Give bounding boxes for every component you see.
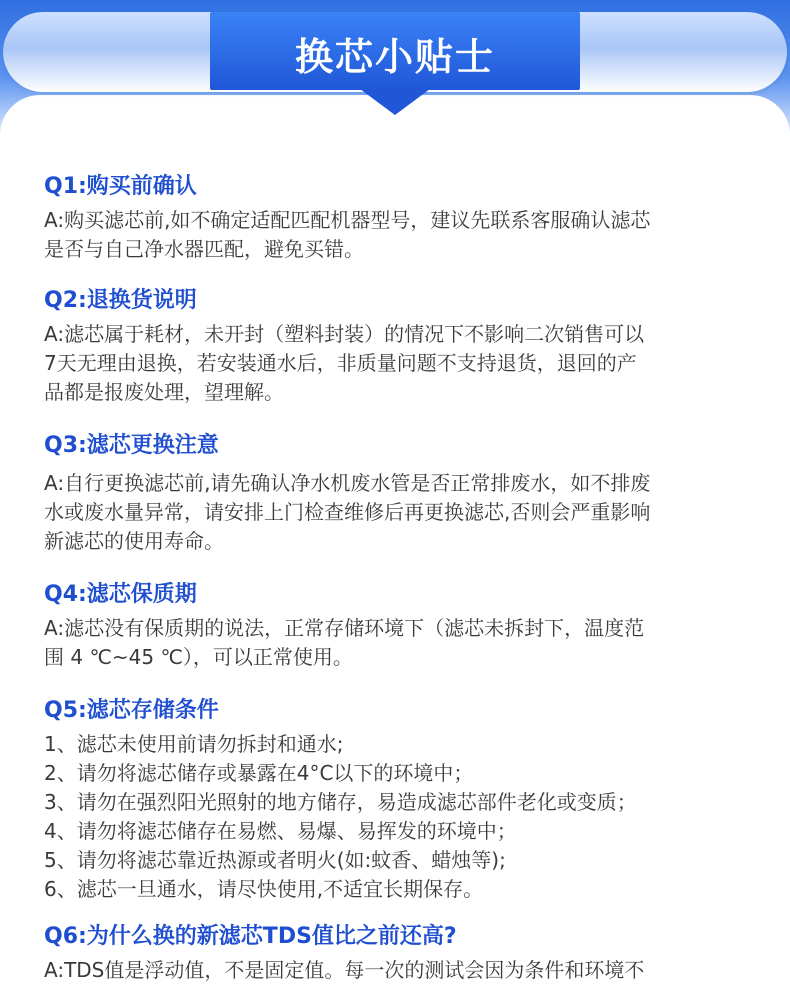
- answer-2-line-3: 品都是报废处理，望理解。: [44, 380, 284, 404]
- question-2: Q2:退换货说明: [44, 288, 197, 313]
- question-6: Q6:为什么换的新滤芯TDS值比之前还高?: [44, 924, 457, 949]
- question-4: Q4:滤芯保质期: [44, 582, 197, 607]
- answer-4: [44, 614, 756, 672]
- answer-2: [44, 320, 756, 407]
- qa-item-3: [44, 431, 756, 556]
- answer-4-line-1: A:滤芯没有保质期的说法，正常存储环境下（滤芯未拆封下，温度范: [44, 616, 645, 640]
- answer-5-line-5: 5、请勿将滤芯靠近热源或者明火(如:蚊香、蜡烛等);: [44, 848, 506, 872]
- answer-4-line-2: 围 4 ℃~45 ℃），可以正常使用。: [44, 645, 353, 669]
- title-banner-pointer: [360, 89, 430, 115]
- qa-item-2: [44, 286, 756, 407]
- answer-3-line-1: A:自行更换滤芯前,请先确认净水机废水管是否正常排废水，如不排废: [44, 471, 651, 495]
- qa-item-6: [44, 922, 756, 985]
- answer-5-line-4: 4、请勿将滤芯储存在易燃、易爆、易挥发的环境中；: [44, 819, 517, 843]
- answer-5: [44, 730, 756, 904]
- answer-1-line-1: A:购买滤芯前,如不确定适配匹配机器型号，建议先联系客服确认滤芯: [44, 208, 651, 232]
- answer-6-line-1: A:TDS值是浮动值，不是固定值。每一次的测试会因为条件和环境不: [44, 958, 645, 982]
- question-5: Q5:滤芯存储条件: [44, 698, 219, 723]
- answer-2-line-1: A:滤芯属于耗材，未开封（塑料封装）的情况下不影响二次销售可以: [44, 322, 645, 346]
- answer-5-line-2: 2、请勿将滤芯储存或暴露在4°C以下的环境中；: [44, 761, 474, 785]
- question-3: Q3:滤芯更换注意: [44, 433, 219, 458]
- answer-3-line-3: 新滤芯的使用寿命。: [44, 529, 224, 553]
- answer-3: [44, 469, 756, 556]
- qa-item-5: [44, 696, 756, 904]
- question-1: Q1:购买前确认: [44, 174, 197, 199]
- answer-2-line-2: 7天无理由退换，若安装通水后，非质量问题不支持退货，退回的产: [44, 351, 637, 375]
- answer-3-line-2: 水或废水量异常，请安排上门检查维修后再更换滤芯,否则会严重影响: [44, 500, 651, 524]
- answer-5-line-3: 3、请勿在强烈阳光照射的地方储存，易造成滤芯部件老化或变质；: [44, 790, 637, 814]
- answer-5-line-1: 1、滤芯未使用前请勿拆封和通水;: [44, 732, 344, 756]
- answer-5-line-6: 6、滤芯一旦通水，请尽快使用,不适宜长期保存。: [44, 877, 484, 901]
- answer-1: [44, 206, 756, 264]
- answer-6: [44, 956, 756, 985]
- page-title: 换芯小贴士: [294, 35, 495, 79]
- qa-item-4: [44, 580, 756, 672]
- qa-item-1: [44, 172, 756, 264]
- answer-1-line-2: 是否与自己净水器匹配，避免买错。: [44, 237, 364, 261]
